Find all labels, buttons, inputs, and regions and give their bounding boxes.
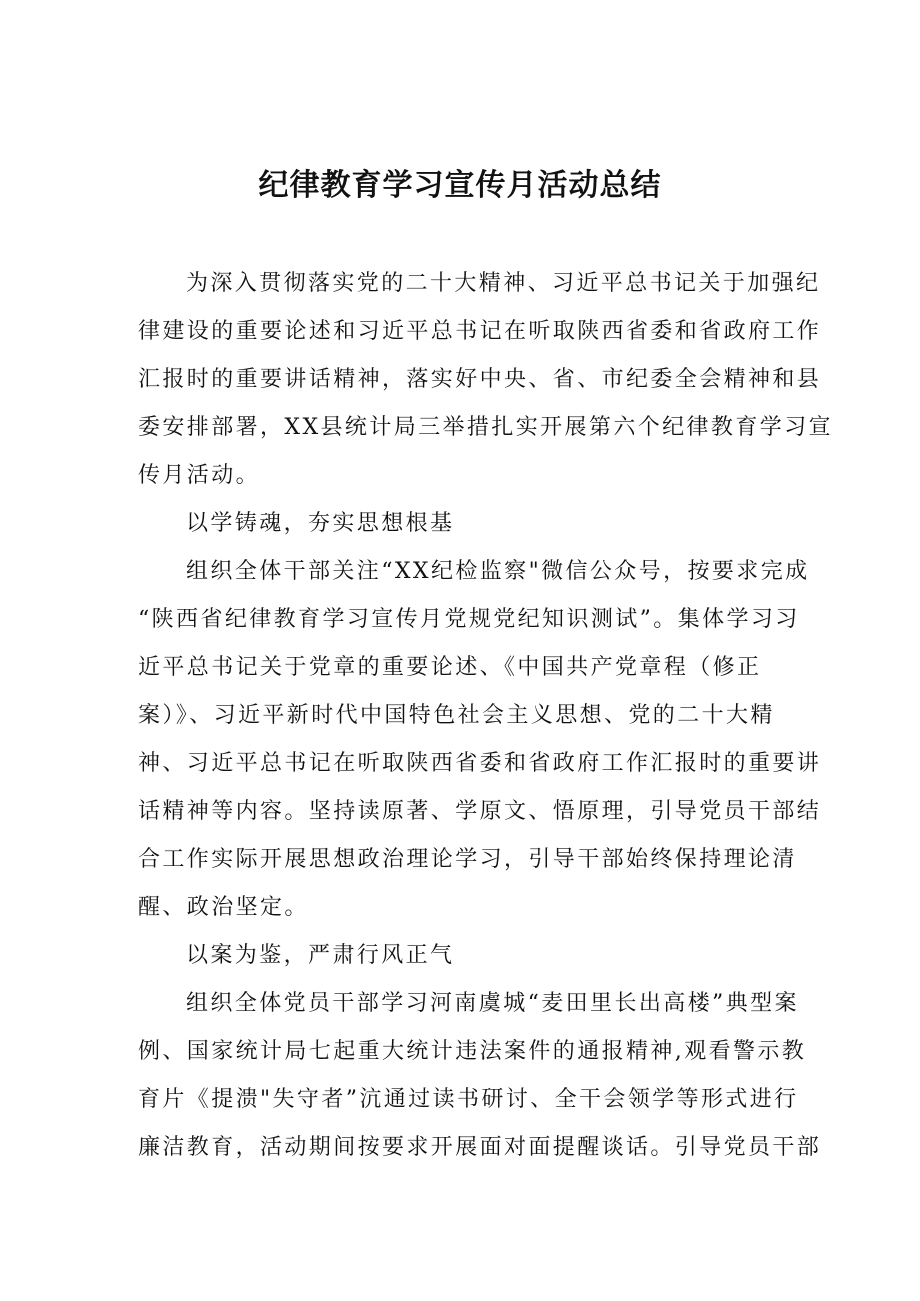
body-line: 合工作实际开展思想政治理论学习，引导干部始终保持理论清 (138, 847, 797, 872)
body-line: 组织全体党员干部学习河南虞城“麦田里长出高楼”典型案 (186, 991, 799, 1016)
body-line: 为深入贯彻落实党的二十大精神、习近平总书记关于加强纪 (186, 271, 821, 296)
body-line: “陕西省纪律教育学习宣传月党规党纪知识测试”。集体学习习 (138, 607, 800, 632)
section-heading: 以案为鉴，严肃行风正气 (186, 943, 455, 968)
body-line: 汇报时的重要讲话精神，落实好中央、省、市纪委全会精神和县 (138, 367, 822, 392)
section-heading: 以学铸魂，夯实思想根基 (186, 511, 455, 536)
body-line: 传月活动。 (138, 463, 261, 488)
body-line: 组织全体干部关注“XX纪检监察"微信公众号，按要求完成 (186, 559, 810, 584)
body-line: 例、国家统计局七起重大统计违法案件的通报精神,观看警示教 (138, 1039, 807, 1064)
document-title: 纪律教育学习宣传月活动总结 (258, 168, 662, 203)
body-line: 案）》、习近平新时代中国特色社会主义思想、党的二十大精 (138, 703, 775, 728)
body-line: 醒、政治坚定。 (138, 895, 309, 920)
body-line: 廉洁教育，活动期间按要求开展面对面提醒谈话。引导党员干部 (138, 1135, 822, 1160)
body-line: 神、习近平总书记在听取陕西省委和省政府工作汇报时的重要讲 (138, 751, 822, 776)
body-line: 近平总书记关于党章的重要论述、《中国共产党章程（修正 (138, 655, 762, 680)
body-line: 委安排部署，XX县统计局三举措扎实开展第六个纪律教育学习宣 (138, 415, 833, 440)
document-body (138, 260, 833, 1172)
body-line: 话精神等内容。坚持读原著、学原文、悟原理，引导党员干部结 (138, 799, 822, 824)
body-line: 育片《提溃"失守者”沆通过读书研讨、全干会领学等形式进行 (138, 1087, 799, 1112)
body-line: 律建设的重要论述和习近平总书记在听取陕西省委和省政府工作 (138, 319, 822, 344)
